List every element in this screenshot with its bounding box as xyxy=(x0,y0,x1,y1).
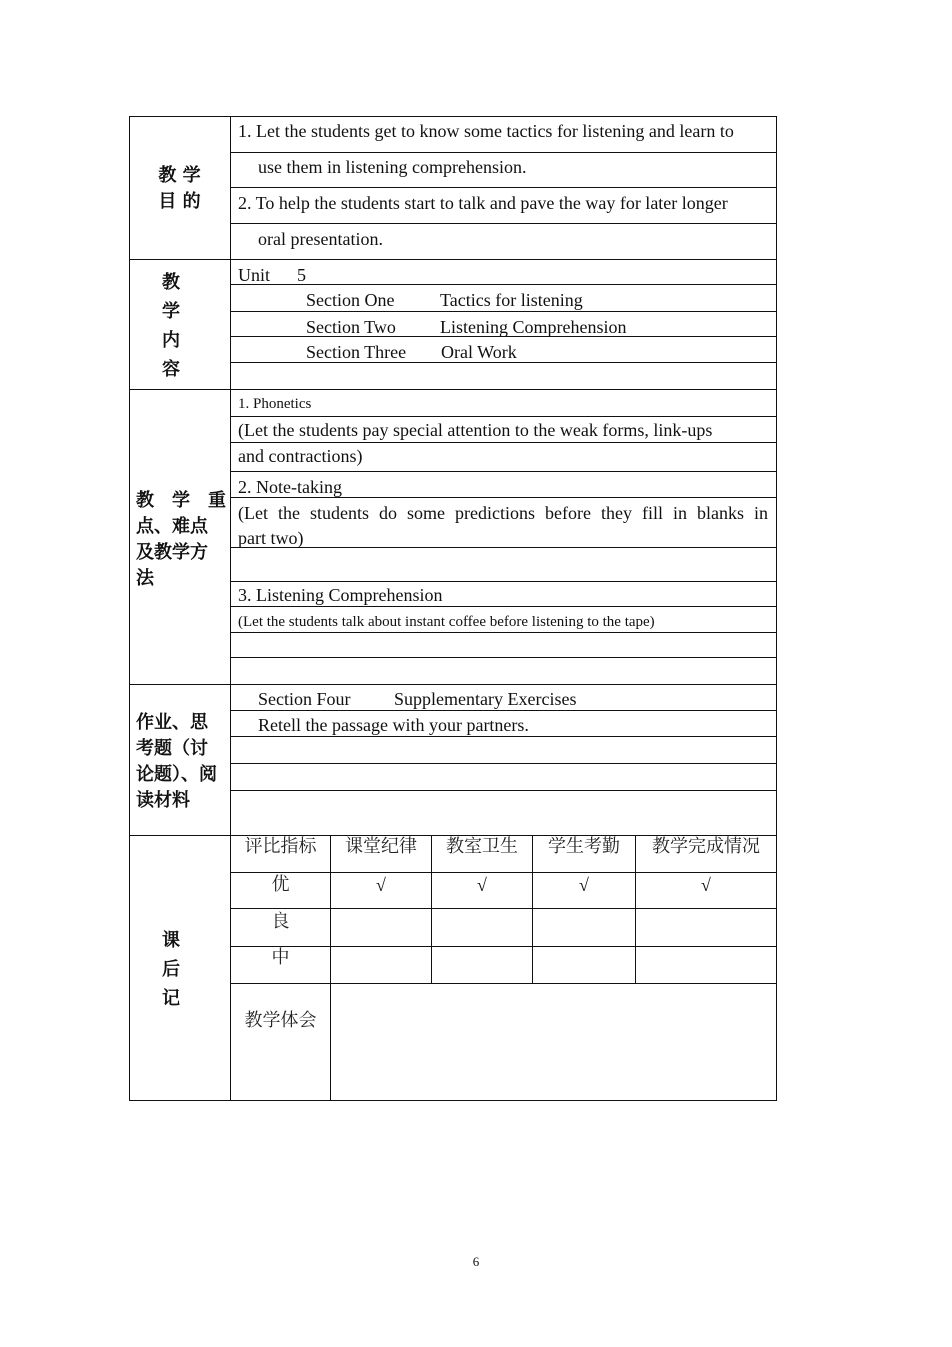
afterclass-label: 课 后 记 xyxy=(162,930,180,1009)
methods-label: 教 学 重 点、难点 及教学方 法 xyxy=(136,490,226,589)
check-mark: √ xyxy=(701,875,711,895)
grade-label: 良 xyxy=(271,911,290,932)
unit-number: Unit 5 xyxy=(238,265,307,285)
check-mark: √ xyxy=(477,875,487,895)
objective-line: oral presentation. xyxy=(258,229,383,249)
section-name: Section One xyxy=(306,290,395,310)
grade-label: 中 xyxy=(271,947,290,968)
table-border-left xyxy=(129,116,130,1101)
row-line xyxy=(230,223,777,224)
section-name: Section Three xyxy=(306,342,407,362)
phonetics-note: (Let the students pay special attention to the weak forms, link-ups xyxy=(238,420,713,440)
row-line xyxy=(230,442,777,443)
homework-task: Retell the passage with your partners. xyxy=(258,715,529,735)
content-label: 教 学 内 容 xyxy=(162,272,180,380)
grid-header: 教室卫生 xyxy=(446,836,518,857)
homework-label: 作业、思 考题（讨 论题）、阅 读材料 xyxy=(136,712,217,811)
objective-line: use them in listening comprehension. xyxy=(258,157,527,177)
grid-header: 教学完成情况 xyxy=(652,836,760,857)
page-number: 6 xyxy=(472,1254,480,1269)
check-mark: √ xyxy=(376,875,386,895)
notetaking-heading: 2. Note-taking xyxy=(238,477,342,497)
objectives-label: 教 学 目 的 xyxy=(158,165,201,212)
row-line xyxy=(230,547,777,548)
section-title: Tactics for listening xyxy=(440,290,583,310)
row-line xyxy=(230,311,777,312)
section-divider xyxy=(129,684,777,685)
section-title: Oral Work xyxy=(441,342,517,362)
reflection-label: 教学体会 xyxy=(244,1010,317,1031)
objective-line: 2. To help the students start to talk and pave the way for later longer xyxy=(238,193,728,213)
section-divider xyxy=(129,259,777,260)
grid-header: 课堂纪律 xyxy=(345,836,417,857)
row-line xyxy=(230,581,777,582)
check-mark: √ xyxy=(579,875,589,895)
row-line xyxy=(230,187,777,188)
section-divider xyxy=(129,389,777,390)
phonetics-heading: 1. Phonetics xyxy=(238,396,312,412)
table-border-right xyxy=(776,116,777,1101)
row-line xyxy=(230,657,777,658)
homework-section: Section Four xyxy=(258,689,351,709)
table-border-top xyxy=(129,116,777,117)
grid-row-line xyxy=(230,983,777,984)
grid-header: 学生考勤 xyxy=(548,836,620,857)
grid-header: 评比指标 xyxy=(244,836,317,857)
phonetics-note: and contractions) xyxy=(238,446,363,466)
row-line xyxy=(230,736,777,737)
grade-label: 优 xyxy=(271,874,290,895)
notetaking-note: (Let the students do some predictions before they fill in blanks in xyxy=(238,503,768,523)
row-line xyxy=(230,763,777,764)
row-line xyxy=(230,790,777,791)
section-name: Section Two xyxy=(306,317,396,337)
section-title: Listening Comprehension xyxy=(440,317,627,337)
listening-heading: 3. Listening Comprehension xyxy=(238,585,443,605)
homework-section-title: Supplementary Exercises xyxy=(394,689,577,709)
row-line xyxy=(230,606,777,607)
row-line xyxy=(230,710,777,711)
listening-note: (Let the students talk about instant coffee before listening to the tape) xyxy=(238,614,655,630)
row-line xyxy=(230,152,777,153)
row-line xyxy=(230,471,777,472)
objective-line: 1. Let the students get to know some tactics for listening and learn to xyxy=(238,121,734,141)
table-border-bottom xyxy=(129,1100,777,1101)
grid-row-line xyxy=(230,872,777,873)
row-line xyxy=(230,284,777,285)
row-line xyxy=(230,416,777,417)
grid-row-line xyxy=(230,908,777,909)
notetaking-note: part two) xyxy=(238,528,304,548)
